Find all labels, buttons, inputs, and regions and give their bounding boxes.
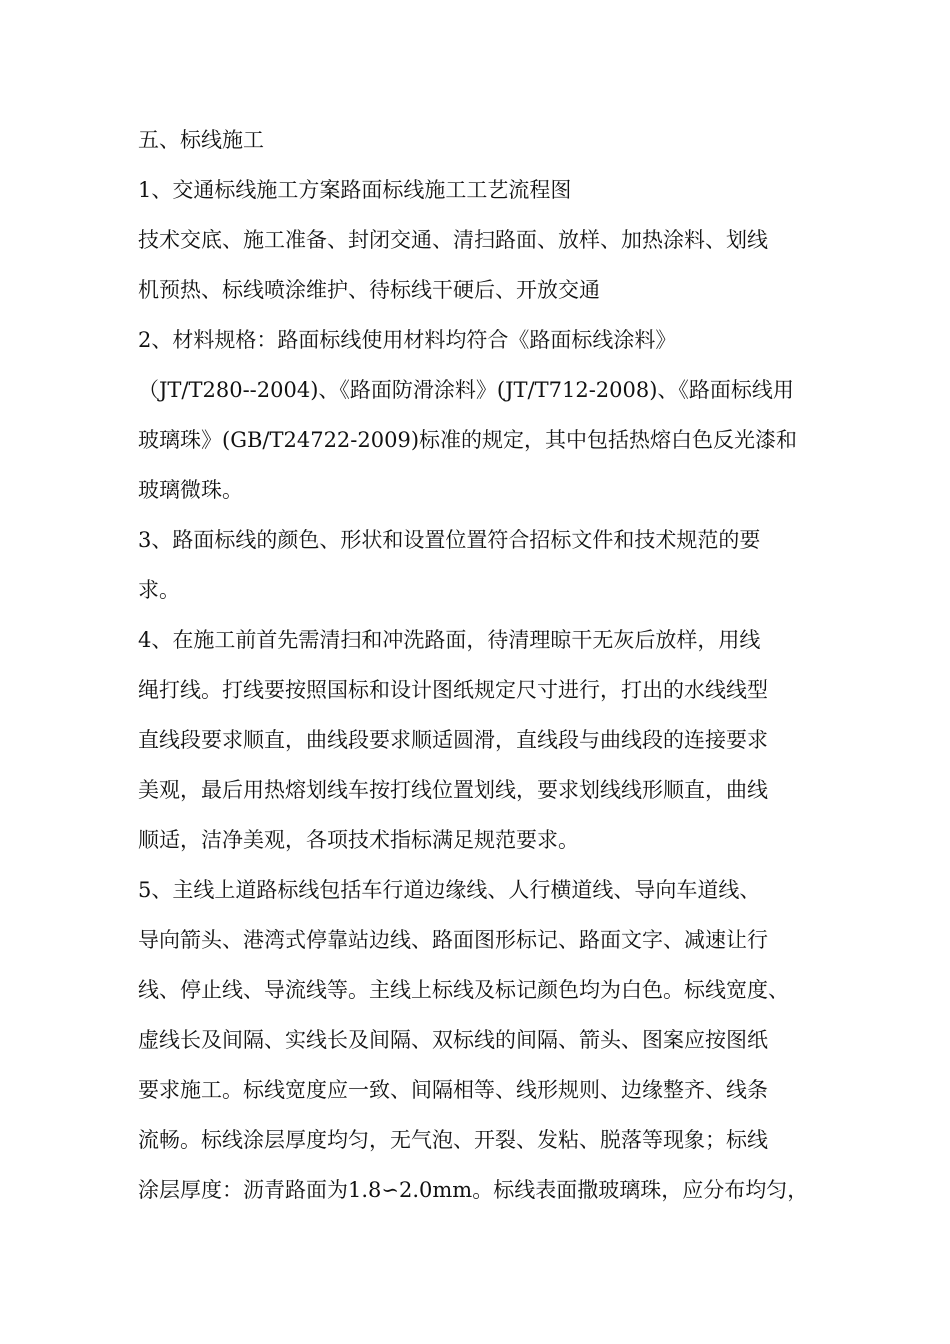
text-line: 玻璃微珠。 [138,478,243,502]
text-line: 3、路面标线的颜色、形状和设置位置符合招标文件和技术规范的要 [138,528,761,552]
text-line: 2、材料规格：路面标线使用材料均符合《路面标线涂料》 [138,328,677,352]
text-line: 绳打线。打线要按照国标和设计图纸规定尺寸进行，打出的水线线型 [138,678,768,702]
text-line: 美观，最后用热熔划线车按打线位置划线，要求划线线形顺直，曲线 [138,778,768,802]
text-line: 玻璃珠》(GB/T24722-2009)标准的规定，其中包括热熔白色反光漆和 [138,428,798,452]
text-line: 顺适，洁净美观，各项技术指标满足规范要求。 [138,828,579,852]
text-line: 求。 [138,578,180,602]
text-line: 流畅。标线涂层厚度均匀，无气泡、开裂、发粘、脱落等现象；标线 [138,1128,768,1152]
text-line: 导向箭头、港湾式停靠站边线、路面图形标记、路面文字、减速让行 [138,928,768,952]
text-line: 技术交底、施工准备、封闭交通、清扫路面、放样、加热涂料、划线 [138,228,768,252]
text-line: 直线段要求顺直，曲线段要求顺适圆滑，直线段与曲线段的连接要求 [138,728,768,752]
text-line: 4、在施工前首先需清扫和冲洗路面，待清理晾干无灰后放样，用线 [138,628,761,652]
text-line: 1、交通标线施工方案路面标线施工工艺流程图 [138,178,572,202]
document-body [138,115,838,1215]
text-line: 涂层厚度：沥青路面为1.8∽2.0mm。标线表面撒玻璃珠，应分布均匀， [138,1178,809,1202]
text-line: （JT/T280--2004)、《路面防滑涂料》(JT/T712-2008)、《路面标线用 [138,378,794,402]
text-line: 线、停止线、导流线等。主线上标线及标记颜色均为白色。标线宽度、 [138,978,789,1002]
text-line: 5、主线上道路标线包括车行道边缘线、人行横道线、导向车道线、 [138,878,761,902]
section-heading: 五、标线施工 [138,128,264,152]
text-line: 机预热、标线喷涂维护、待标线干硬后、开放交通 [138,278,600,302]
text-line: 虚线长及间隔、实线长及间隔、双标线的间隔、箭头、图案应按图纸 [138,1028,768,1052]
text-line: 要求施工。标线宽度应一致、间隔相等、线形规则、边缘整齐、线条 [138,1078,768,1102]
